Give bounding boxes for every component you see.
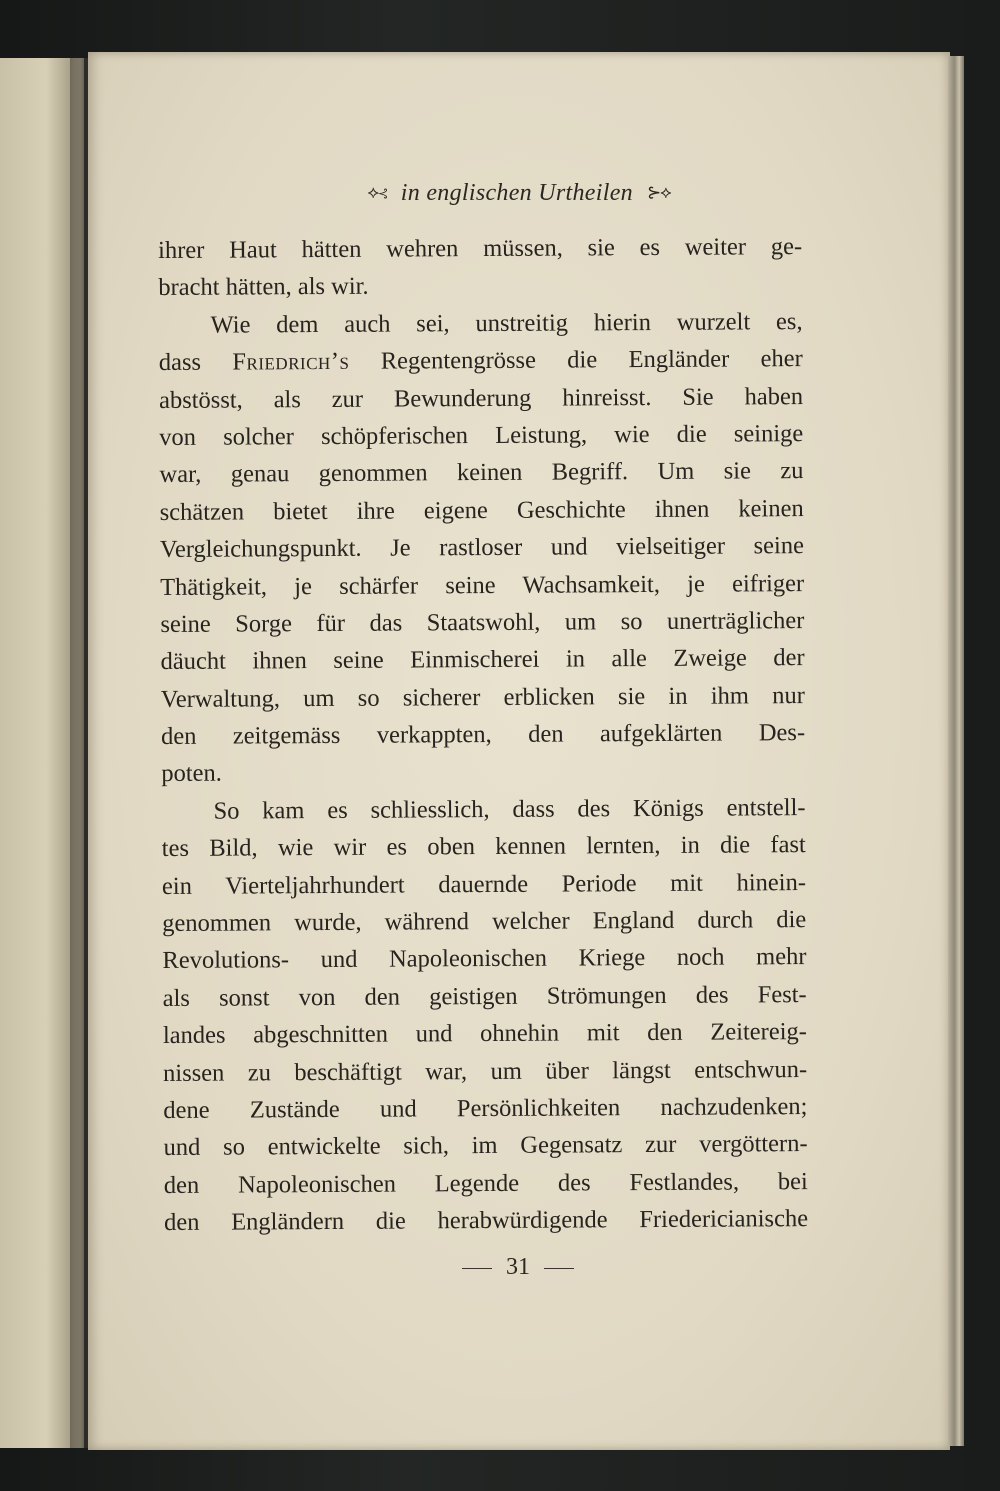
ornament-left-icon: ⟡⊰	[367, 183, 387, 202]
text-line: dene Zustände und Persönlichkeiten nachzudenken;	[163, 1093, 808, 1124]
folio-dash-right	[544, 1268, 574, 1269]
text-line: Verwaltung, um so sicherer erblicken sie in ihm nur	[160, 681, 805, 713]
text-line: Thätigkeit, je schärfer seine Wachsamkeit, je eifriger	[160, 569, 805, 601]
text-line: ein Vierteljahrhundert dauernde Periode mit hinein-	[161, 868, 807, 900]
text-line: ihrer Haut hätten wehren müssen, sie es weiter ge-	[158, 233, 803, 264]
folio-dash-left	[462, 1268, 492, 1269]
text-line: So kam es schliesslich, dass des Königs entstell-	[213, 793, 806, 825]
page-stack-edge	[948, 56, 964, 1446]
text-line: Revolutions- und Napoleonischen Kriege noch mehr	[162, 943, 807, 975]
ornament-right-icon: ⊱⟡	[646, 183, 671, 202]
text-line	[159, 340, 803, 381]
text-line: als sonst von den geistigen Strömungen des Fest-	[162, 980, 807, 1012]
text-line: nissen zu beschäftigt war, um über längst entschwun-	[163, 1055, 808, 1087]
text-line: landes abgeschnitten und ohnehin mit den Zeitereig-	[162, 1018, 807, 1050]
text-line: den Engländern die herabwürdigende Friedericianische	[163, 1205, 809, 1237]
body-text	[158, 228, 808, 1241]
text-line: poten.	[161, 760, 222, 788]
text-line: Wie dem auch sei, unstreitig hierin wurzelt es,	[210, 307, 803, 339]
text-line: bracht hätten, als wir.	[158, 273, 369, 302]
running-head-title: in englischen Urtheilen	[400, 180, 633, 206]
text-fragment: Regentengrösse die Engländer eher	[349, 345, 803, 376]
page-folio	[88, 1254, 948, 1281]
person-name: Friedrich’s	[232, 348, 350, 376]
text-line: und so entwickelte sich, im Gegensatz zur vergöttern-	[163, 1130, 808, 1162]
page-number: 31	[506, 1254, 530, 1280]
text-line: den zeitgemäss verkappten, den aufgeklärten Des-	[160, 719, 806, 751]
text-line: abstösst, als zur Bewunderung hinreisst. Sie haben	[158, 382, 804, 414]
text-line: Vergleichungspunkt. Je rastloser und vielseitiger seine	[159, 532, 805, 564]
text-line: schätzen bietet ihre eigene Geschichte ihnen keinen	[159, 494, 804, 526]
running-head	[88, 180, 950, 207]
text-line: seine Sorge für das Staatswohl, um so unerträglicher	[160, 606, 805, 638]
text-line: genommen wurde, während welcher England durch die	[162, 906, 807, 938]
text-line: tes Bild, wie wir es oben kennen lernten, in die fast	[161, 831, 806, 863]
text-fragment: dass	[158, 348, 233, 377]
text-line: von solcher schöpferischen Leistung, wie die seinige	[159, 420, 804, 451]
text-line: war, genau genommen keinen Begriff. Um sie zu	[159, 457, 804, 489]
text-line: däucht ihnen seine Einmischerei in alle Zweige der	[160, 644, 805, 676]
text-line: den Napoleonischen Legende des Festlandes, bei	[163, 1167, 808, 1199]
